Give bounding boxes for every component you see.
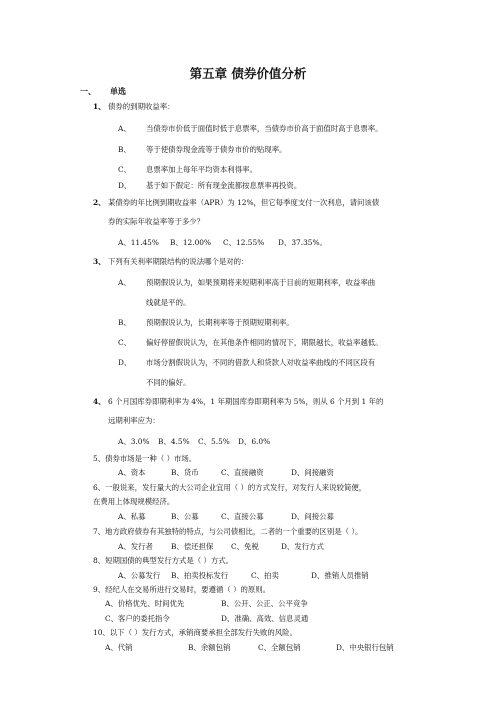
q7-option: A、发行者 (118, 542, 153, 551)
q7-option: D、发行方式 (281, 542, 324, 551)
q3-number: 3、 (93, 257, 106, 266)
q6-option: A、私募 (118, 512, 146, 521)
q1-option-letter: B、 (118, 145, 131, 154)
q2-line1: 某债券的年比例到期收益率（APR）为 12%，但它每季度支付一次利息，请问该债 (108, 198, 380, 207)
q8-option: B、拍卖投标发行 (171, 571, 229, 580)
q3-option-text-cont: 线就是平的。 (146, 298, 191, 307)
q1-option-letter: C、 (118, 165, 132, 174)
q1-number: 1、 (93, 102, 106, 111)
q8-text: 8、短期国债的典型发行方式是（ ）方式。 (93, 556, 234, 565)
q4-option: C、5.5% (198, 437, 230, 446)
q4-option: B、4.5% (158, 437, 190, 446)
q1-option-letter: D、 (118, 181, 132, 190)
q5-option: C、直接融资 (221, 468, 264, 477)
q8-option: C、拍卖 (251, 571, 279, 580)
q7-option: B、偿还担保 (171, 542, 214, 551)
q7-option: C、免税 (231, 542, 259, 551)
page-title: 第五章 债券价值分析 (189, 66, 307, 81)
q2-line2: 券的实际年收益率等于多少？ (108, 217, 205, 226)
q3-option-text: 市场分割假说认为，不同的借款人和贷款人对收益率曲线的不同区段有 (146, 358, 376, 367)
q9-option: A、价格优先、时间优先 (105, 599, 185, 608)
q1-option-text: 息票率加上每年平均资本利得率。 (146, 165, 257, 174)
q3-option-letter: C、 (118, 338, 132, 347)
q6-option: C、直接公募 (221, 512, 264, 521)
section-label: 单选 (110, 86, 126, 96)
q6-option: D、间接公募 (291, 512, 334, 521)
q5-option: A、资本 (118, 468, 146, 477)
q8-option: D、推销人员推销 (311, 571, 369, 580)
q10-text: 10、以下（ ）发行方式，承销商要承担全部发行失败的风险。 (93, 628, 297, 637)
q1-option-text: 基于如下假定：所有现金流都按息票率再投资。 (146, 181, 302, 190)
q8-option: A、公募发行 (118, 571, 161, 580)
q3-option-text: 预期假说认为，如果预期将来短期利率高于目前的短期利率，收益率曲 (146, 278, 376, 287)
q4-line1: 6 个月国库券即期利率为 4%，1 年期国库券即期利率为 5%，则从 6 个月到 1 年的 (108, 397, 384, 406)
q2-option: B、12.00% (170, 238, 212, 247)
q10-option: D、中央银行包销 (336, 643, 394, 652)
q3-option-text: 偏好停留假说认为，在其他条件相同的情况下，期限越长，收益率越低。 (146, 338, 383, 347)
q2-number: 2、 (93, 198, 106, 207)
section-number: 一、 (80, 86, 96, 96)
q2-option: C、12.55% (223, 238, 265, 247)
q9-option: D、准确、高效、信息灵通 (221, 614, 309, 623)
q2-option: D、37.35%。 (278, 238, 327, 247)
q9-text: 9、经纪人在交易所进行交易时，要遵循（ ）的原则。 (93, 585, 271, 594)
q2-option: A、11.45% (118, 238, 159, 247)
q1-option-text: 当债券市价低于面值时低于息票率，当债券市价高于面值时高于息票率。 (146, 124, 383, 133)
q1-option-letter: A、 (118, 124, 131, 133)
q7-text: 7、地方政府债券有其独特的特点，与公司债相比，二者的一个重要的区别是（ ）。 (93, 527, 363, 536)
q3-option-letter: B、 (118, 318, 131, 327)
q3-option-text-cont: 不同的偏好。 (146, 378, 191, 387)
q6-line2: 在费用上体现规模经济。 (93, 497, 175, 506)
q1-text: 债券的到期收益率： (108, 102, 175, 111)
q3-option-letter: A、 (118, 278, 131, 287)
q4-number: 4、 (93, 397, 106, 406)
q6-option: B、公募 (171, 512, 199, 521)
q4-option: A、3.0% (118, 437, 150, 446)
q3-option-letter: D、 (118, 358, 132, 367)
q10-option: C、全额包销 (258, 643, 301, 652)
q5-text: 5、债券市场是一种（ ）市场。 (93, 454, 197, 463)
q6-line1: 6、一般说来，发行量大的大公司企业宜用（ ）的方式发行，对发行人来说较简便， (93, 483, 367, 492)
q5-option: B、货币 (171, 468, 199, 477)
q5-option: D、间接融资 (291, 468, 334, 477)
q4-line2: 远期利率应为： (108, 416, 160, 425)
q9-option: C、客户的委托指令 (105, 614, 170, 623)
q3-text: 下列有关利率期限结构的说法哪个是对的： (108, 257, 249, 266)
q9-option: B、公开、公正、公平竞争 (221, 599, 308, 608)
q4-option: D、6.0% (238, 437, 271, 446)
q3-option-text: 预期假说认为，长期利率等于预期短期利率。 (146, 318, 294, 327)
q10-option: B、余额包销 (188, 643, 231, 652)
q10-option: A、代销 (105, 643, 133, 652)
q1-option-text: 等于使债券现金流等于债券市价的贴现率。 (146, 145, 287, 154)
